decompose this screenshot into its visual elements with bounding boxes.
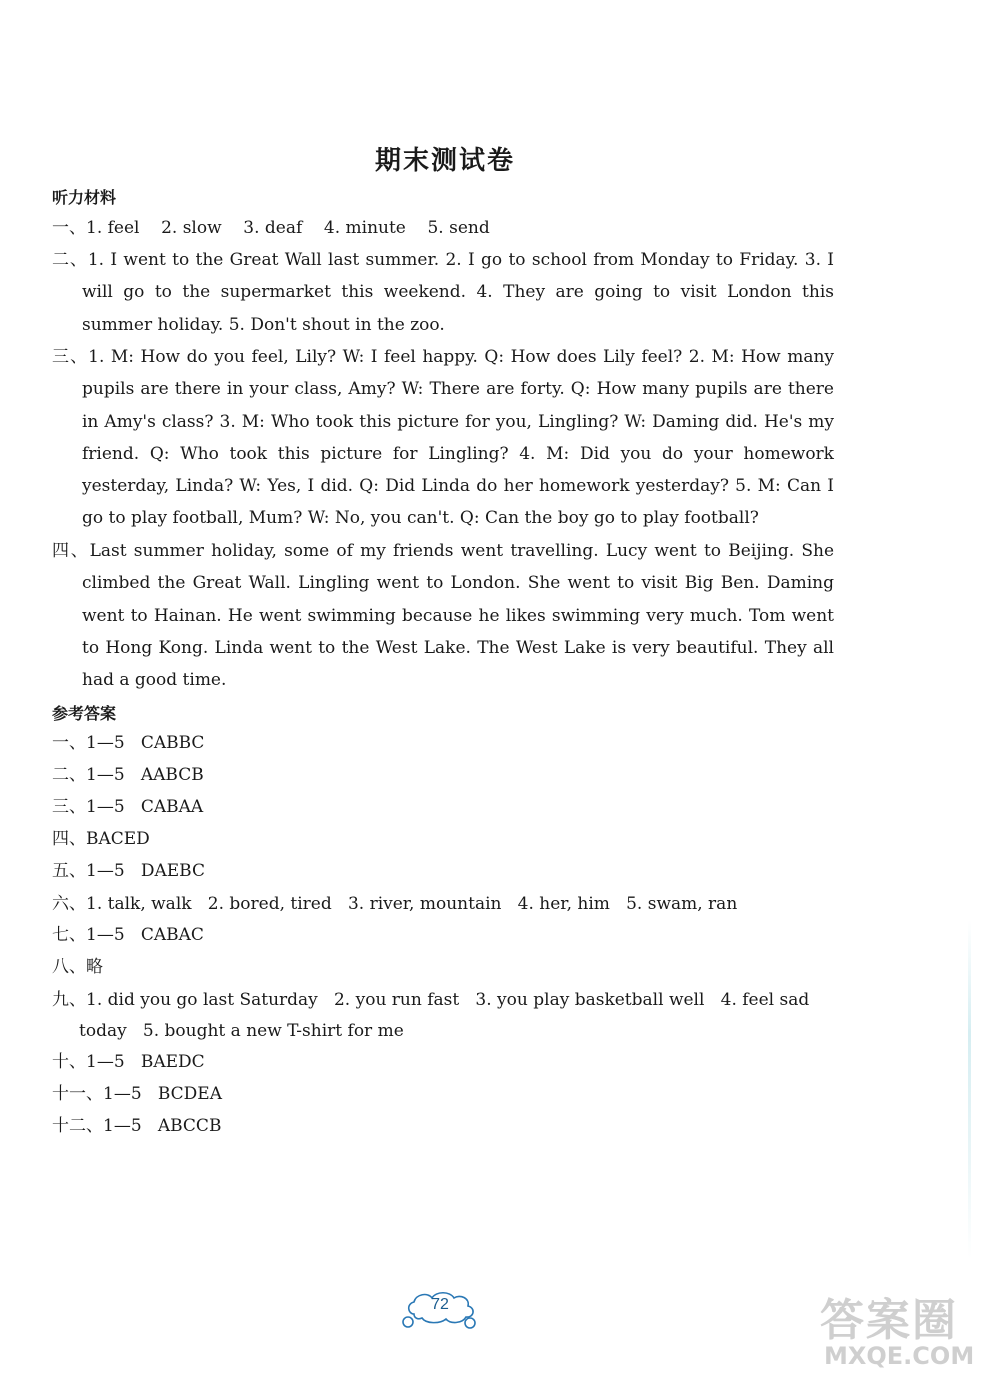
answer-8: 八、略: [52, 957, 103, 977]
listening-section-4: [52, 535, 834, 696]
section-label: 三、: [52, 347, 89, 367]
answer-9-line-2: today 5. bought a new T-shirt for me: [79, 1021, 404, 1041]
answer-12: 十二、1—5 ABCCB: [52, 1116, 222, 1136]
watermark-main: 答案圈: [820, 1295, 958, 1346]
page-number: 72: [431, 1296, 449, 1313]
section-text: 1. I went to the Great Wall last summer. 2. I go to school from Monday to Friday. 3. I will go to the supermarket this weekend. 4. They are going to visit London this summer holiday. 5. Don't shout in the zoo.: [82, 250, 835, 335]
answer-4: 四、BACED: [52, 829, 150, 849]
answer-5: 五、1—5 DAEBC: [52, 861, 205, 881]
answer-1: 一、1—5 CABBC: [52, 733, 205, 753]
answer-9-line-1: 九、1. did you go last Saturday 2. you run fast 3. you play basketball well 4. feel sad: [52, 990, 810, 1010]
section-label: 二、: [52, 250, 88, 270]
answers-heading: 参考答案: [52, 704, 117, 723]
answer-3: 三、1—5 CABAA: [52, 797, 204, 817]
section-text: Last summer holiday, some of my friends went travelling. Lucy went to Beijing. She climbed the Great Wall. Lingling went to London. She went to visit Big Ben. Daming went to Hainan. He went swimming because he likes swimming very much. Tom went to Hong Kong. Linda went to the West Lake. The West Lake is very beautiful. They all had a good time.: [82, 541, 835, 691]
answer-11: 十一、1—5 BCDEA: [52, 1084, 222, 1104]
answer-6: 六、1. talk, walk 2. bored, tired 3. river, mountain 4. her, him 5. swam, ran: [52, 894, 738, 914]
page-edge-shadow: [968, 920, 971, 1260]
section-text: 1. M: How do you feel, Lily? W: I feel happy. Q: How does Lily feel? 2. M: How many pupils are there in your class, Amy? W: There are forty. Q: How many pupils are there in Amy's class? 3. M: Who took this picture for you, Lingling? W: Daming did. He's my friend. Q: Who took this picture for Lingling? 4. M: Did you do your homework yesterday, Linda? W: Yes, I did. Q: Did Linda do her homework yesterday? 5. M: Can I go to play football, Mum? W: No, you can't. Q: Can the boy go to play football?: [82, 347, 835, 529]
watermark-logo: [810, 1282, 1000, 1380]
answer-7: 七、1—5 CABAC: [52, 925, 204, 945]
page-title: 期末测试卷: [374, 146, 515, 176]
listening-heading: 听力材料: [52, 188, 117, 207]
answer-2: 二、1—5 AABCB: [52, 765, 204, 785]
section-label: 四、: [52, 541, 90, 561]
watermark-sub: MXQE.COM: [824, 1342, 975, 1370]
answer-10: 十、1—5 BAEDC: [52, 1052, 205, 1072]
listening-section-2: [52, 244, 834, 341]
listening-section-3: [52, 341, 834, 535]
listening-section-1: 一、1. feel 2. slow 3. deaf 4. minute 5. send: [52, 218, 490, 238]
page-number-badge: [400, 1290, 480, 1330]
